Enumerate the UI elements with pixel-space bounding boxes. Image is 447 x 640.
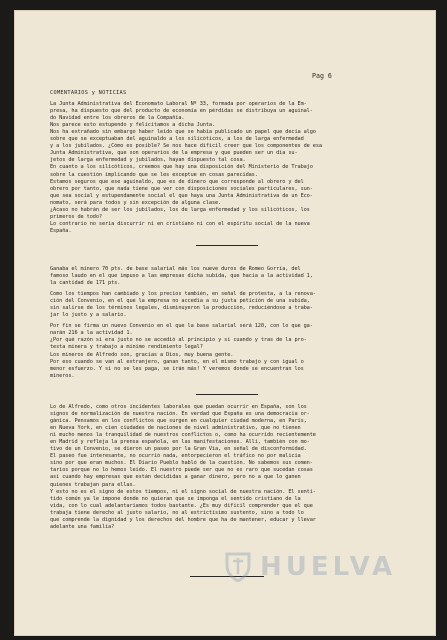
text-line: sino por que eran muchos. El Diario Pueblo habló de la cuestión. No sabemos sus comen- (50, 460, 313, 467)
text-line: primeros de todo? (50, 213, 102, 220)
text-line: sobre que se exceptuaban del aguinaldo a los silicóticos, a los de larga enfermedad (50, 136, 304, 143)
text-line: mineros. (50, 372, 75, 379)
text-line: testa minera y trabajo a mínimo rendimiento legal? (50, 344, 203, 351)
section-comentarios (50, 90, 410, 235)
text-line: ción del Convenio, en el que la empresa no accedía a su justa petición de una subida, (50, 298, 310, 305)
text-line: Estamos seguros que ese aguinaldo, que es de dinero que corresponde al obrero y del (50, 178, 304, 185)
text-line: sobre la cuestión implicando que se les exceptue en cosas parecidas. (50, 171, 258, 178)
text-line: ¿Acaso no habrán de ser los jubilados, los de larga enfermedad y los silicóticos, los (50, 206, 310, 213)
text-line: que sea social y estupendamente social el que haya una Junta Administrativa de un Eco- (50, 192, 313, 199)
text-line: quienes trabajan para ellas. (50, 481, 136, 488)
page-number: Pag 6 (312, 72, 332, 80)
text-line: ni mucho menos la tranquilidad de nuestros conflictos o, como ha ocurrido recientemente (50, 432, 316, 439)
text-line: Nos ha extrañado sin embargo haber leído que se había publicado un papel que decía algo (50, 129, 316, 136)
text-line: sin salirse de los términos legales, disminuyeron la producción, reduciéndose a traba- (50, 305, 313, 312)
text-line: la cantidad de 171 pts. (50, 280, 121, 287)
huelva-watermark (224, 552, 396, 582)
section-alfredo (50, 404, 410, 531)
text-line: presa, ha dispuesto que del producto de economía en pérdidas se distribuya un aguinal- (50, 108, 313, 115)
text-line: En cuanto a los silicóticos, creemos que hay una disposición del Ministerio de Trabajo (50, 164, 313, 171)
text-line: COMENTARIOS y NOTICIAS (50, 90, 127, 96)
text-line: obrero por tanto, que nada tiene que ver con disposiciones sociales particulares, sun- (50, 185, 313, 192)
text-line: trabaja tiene derecho al justo salario, no al estrictisimo sustento, sino a todo lo (50, 509, 304, 516)
text-line: tido común ya le impone donde no quieran que se imponga el sentido cristiano de la (50, 495, 301, 502)
text-line: narán 216 a la actividad 1. (50, 330, 133, 337)
text-line: Lo contrario no sería discurrir ni en cristiano ni con el espíritu social de la nueva (50, 220, 310, 227)
text-line: La Junta Administrativa del Economato Laboral Nº 33, formada por operarios de la Em- (50, 101, 307, 108)
text-line: gánica. Pensamos en los conflictos que surgen en cualquier ciudad moderna, en París, (50, 418, 307, 425)
text-line: tarios porque no lo hemos leído. El nuestro puede ser que no es raro que sucedan cosas (50, 467, 313, 474)
text-line: España. (50, 227, 72, 234)
text-line: tivo de un Convenio, se dieron un paseo por la Gran Vía, en señal de disconformidad. (50, 446, 307, 453)
divider (196, 394, 258, 395)
text-line: en Nueva York, en cien ciudades de naciones de nivel administrativo, que no tienen (50, 425, 301, 432)
text-line: y a los jubilados. ¿Cómo es posible? Se nos hace difícil creer que los componentes de esa (50, 143, 322, 150)
text-line: Lo de Alfredo, como otros incidentes laborales que puedan ocurrir en España, son los (50, 404, 307, 410)
text-line: ¿Por qué razón si era justo no se accedió al principio y sí cuando y tras de la pro- (50, 337, 307, 344)
text-line: Por fin se firma un nuevo Convenio en el que la base salarial será 120, con lo que ga- (50, 323, 313, 330)
text-line: así cuando hay empresas que están decididas a ganar dinero, pero no a que lo ganen (50, 474, 301, 481)
text-line: signos de normalización de nuestra nación. En verdad que España es una democracia or- (50, 411, 310, 418)
text-line: El paseo fue interesante, no ocurrió nada, entorpecieron el tráfico no por malicia (50, 453, 301, 460)
text-line: famoso laudo en el que impuso a las empresas dicha subida, que hacía a la actividad 1, (50, 273, 313, 280)
text-line: adelante una familia? (50, 523, 115, 530)
text-line: vida, con lo cual adelantaríamos todos bastante. ¿Es muy difícil comprender que el que (50, 502, 313, 509)
text-line: Nos parece esto estupendo y felicitamos a dicha Junta. (50, 122, 216, 129)
text-line: nomato, será para todos y sin excepción de alguna clase. (50, 199, 222, 206)
text-line: Los mineros de Alfredo son, gracias a Dios, muy buena gente. (50, 351, 234, 358)
text-line: jar lo justo y a salario. (50, 312, 127, 319)
text-line: do Navidad entre los obreros de la Compañía. (50, 115, 185, 122)
text-line: Y esto no es el signo de estos tiempos, ni el signo social de nuestra nación. El senti- (50, 488, 316, 495)
text-line: menor esfuerzo. Y si no se les paga, se irán más! Y veremos donde se encuentran los (50, 365, 304, 372)
divider (196, 245, 258, 246)
text-line: Como los tiempos han cambiado y los precios también, en señal de protesta, a la renova- (50, 291, 316, 298)
shield-icon (224, 552, 252, 582)
text-line: que comprende la dignidad y los derechos del hombre que ha de mantener, educar y llevar (50, 516, 316, 523)
text-line: Ganaba el minero 70 pts. de base salarial más los nueve duros de Romeo Gorría, del (50, 266, 301, 272)
text-line: jetos de larga enfermedad y jubilados, hayan dispuesto tal cosa. (50, 157, 246, 164)
text-line: Por eso cuando se van al extranjero, ganan tanto, en el mismo trabajo y con igual o (50, 358, 304, 365)
watermark-text: HUELVA (260, 552, 397, 582)
section-salarios (50, 266, 410, 380)
document-page (14, 10, 436, 636)
text-line: Junta Administrativa, que son operarios de la empresa y que pueden ser un día su- (50, 150, 298, 157)
text-line: en Madrid y refleja la prensa española, en las manifestaciones. Allí, también con mo- (50, 439, 310, 446)
